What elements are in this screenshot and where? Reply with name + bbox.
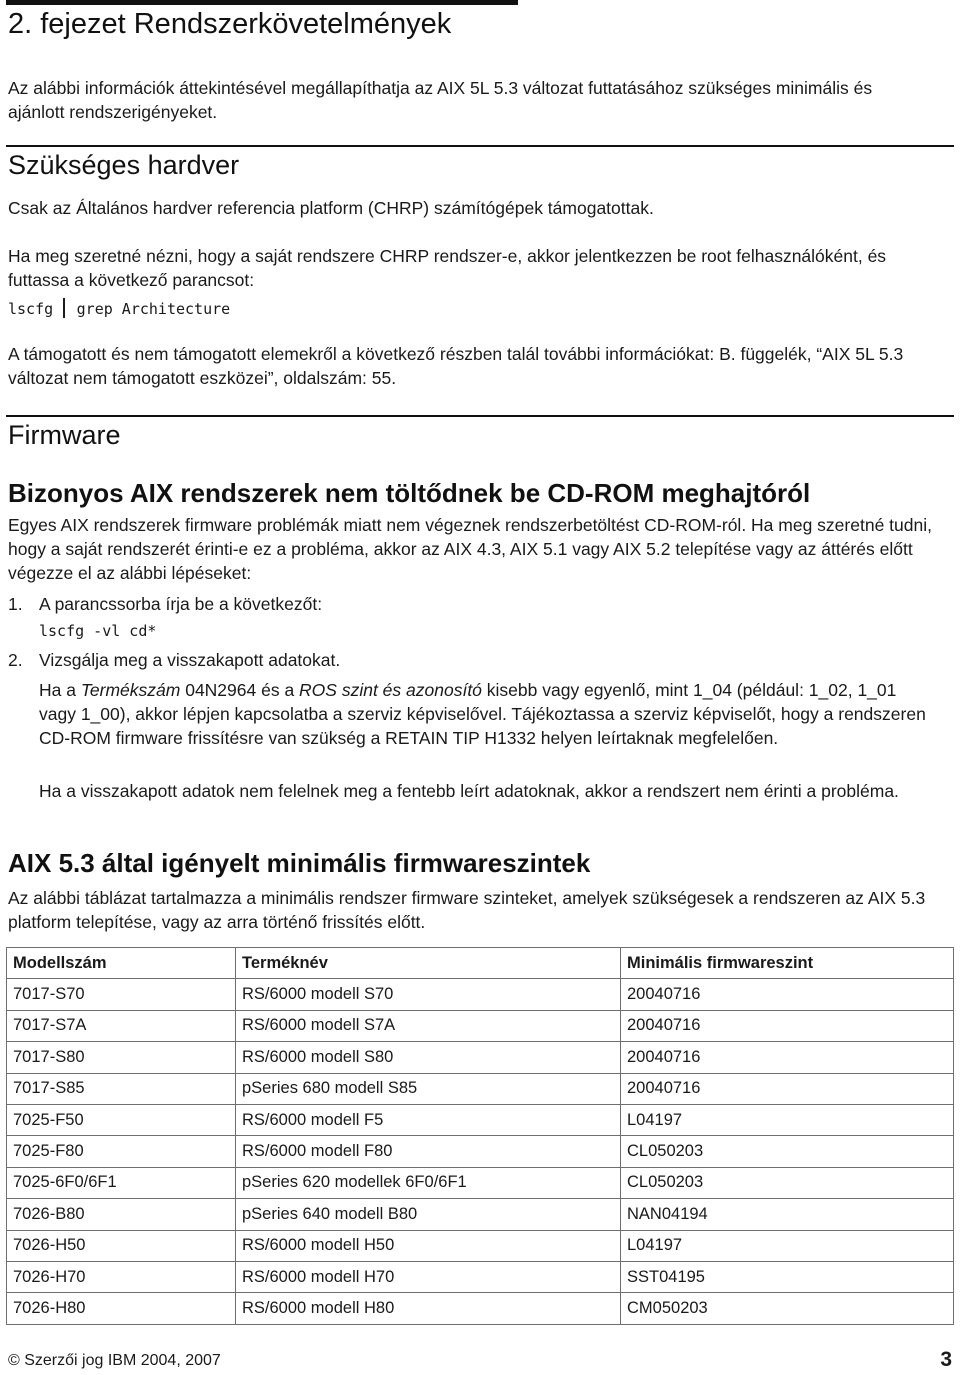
cell-model: 7026-B80 [7, 1199, 236, 1230]
cell-product: RS/6000 modell F80 [236, 1136, 621, 1167]
header-product-name: Terméknév [236, 948, 621, 979]
command-lscfg-grep [8, 298, 230, 318]
cell-product: RS/6000 modell S7A [236, 1010, 621, 1041]
cell-firmware: CM050203 [621, 1293, 954, 1324]
hardware-paragraph-3: A támogatott és nem támogatott elemekről a következő részben talál további információkat: B. függelék, “AIX 5L 5.3 változat nem támogatott eszközei”, oldalszám: 55. [8, 344, 904, 388]
table-row [7, 1073, 954, 1104]
cell-firmware: CL050203 [621, 1167, 954, 1198]
step-1-number: 1. [8, 594, 23, 614]
table-row [7, 1010, 954, 1041]
table-row [7, 1042, 954, 1073]
table-row [7, 979, 954, 1010]
cell-product: pSeries 620 modellek 6F0/6F1 [236, 1167, 621, 1198]
step-2-paragraph-1 [39, 678, 937, 750]
subsection-title-min-firmware: AIX 5.3 által igényelt minimális firmwareszintek [8, 848, 591, 878]
cell-model: 7017-S70 [7, 979, 236, 1010]
cell-firmware: 20040716 [621, 1042, 954, 1073]
cell-model: 7025-F50 [7, 1104, 236, 1135]
hardware-paragraph-1: Csak az Általános hardver referencia platform (CHRP) számítógépek támogatottak. [8, 198, 654, 218]
cdrom-intro-paragraph: Egyes AIX rendszerek firmware problémák miatt nem végeznek rendszerbetöltést CD-ROM-ról. Ha meg szeretné tudni, hogy a saját rendszerét érinti-e ez a probléma, akkor az AIX 4.3, AIX 5.1 vagy AIX 5.2 telepítése vagy az áttérés előtt végezze el az alábbi lépéseket: [8, 515, 932, 583]
firmware-table [6, 947, 954, 1325]
table-row [7, 1104, 954, 1135]
cell-firmware: 20040716 [621, 1073, 954, 1104]
cell-model: 7017-S85 [7, 1073, 236, 1104]
cell-product: pSeries 680 modell S85 [236, 1073, 621, 1104]
section-rule-firmware [6, 415, 954, 417]
min-firmware-intro-paragraph: Az alábbi táblázat tartalmazza a minimális rendszer firmware szinteket, amelyek szükségesek a rendszeren az AIX 5.3 platform telepítése, vagy az arra történő frissítés előtt. [8, 888, 926, 932]
cell-product: pSeries 640 modell B80 [236, 1199, 621, 1230]
cell-product: RS/6000 modell S70 [236, 979, 621, 1010]
table-row [7, 1167, 954, 1198]
table-row [7, 1293, 954, 1324]
cell-firmware: CL050203 [621, 1136, 954, 1167]
cell-product: RS/6000 modell H80 [236, 1293, 621, 1324]
cell-model: 7025-F80 [7, 1136, 236, 1167]
table-row [7, 1261, 954, 1292]
cell-product: RS/6000 modell H70 [236, 1261, 621, 1292]
cell-firmware: L04197 [621, 1104, 954, 1135]
cell-firmware: SST04195 [621, 1261, 954, 1292]
page-number: 3 [940, 1348, 952, 1371]
header-min-firmware: Minimális firmwareszint [621, 948, 954, 979]
section-rule-hardware [6, 145, 954, 147]
footer-copyright: © Szerzői jog IBM 2004, 2007 [8, 1352, 221, 1369]
cell-firmware: 20040716 [621, 979, 954, 1010]
step-2-p1-rest: kisebb vagy egyenlő, mint 1_04 (például: 1_02, 1_01 vagy 1_00), akkor lépjen kapcsolatba a szerviz képviselővel. Tájékoztassa a szerviz képviselőt, hogy a rendszeren CD-ROM firmware frissítésre van szükség a RETAIN TIP H1332 helyen leírtaknak megfelelően. [39, 680, 926, 748]
cell-model: 7025-6F0/6F1 [7, 1167, 236, 1198]
table-row [7, 1136, 954, 1167]
step-1-text: A parancssorba írja be a következőt: [39, 594, 323, 614]
term-ros-level: ROS szint és azonosító [299, 680, 482, 700]
subsection-title-cdrom: Bizonyos AIX rendszerek nem töltődnek be CD-ROM meghajtóról [8, 478, 811, 508]
cell-firmware: NAN04194 [621, 1199, 954, 1230]
cell-model: 7026-H80 [7, 1293, 236, 1324]
cell-firmware: L04197 [621, 1230, 954, 1261]
step-2-number: 2. [8, 650, 23, 670]
cell-product: RS/6000 modell S80 [236, 1042, 621, 1073]
pipe-separator [63, 298, 65, 318]
cell-firmware: 20040716 [621, 1010, 954, 1041]
term-product-number: Termékszám [80, 680, 181, 700]
cell-model: 7026-H70 [7, 1261, 236, 1292]
cell-product: RS/6000 modell H50 [236, 1230, 621, 1261]
intro-paragraph: Az alábbi információk áttekintésével megállapíthatja az AIX 5L 5.3 változat futtatásához szükséges minimális és ajánlott rendszerigényeket. [8, 78, 873, 122]
table-header-row [7, 948, 954, 979]
step-2-text: Vizsgálja meg a visszakapott adatokat. [39, 650, 341, 670]
table-row [7, 1199, 954, 1230]
cell-model: 7017-S7A [7, 1010, 236, 1041]
hardware-paragraph-2: Ha meg szeretné nézni, hogy a saját rendszere CHRP rendszer-e, akkor jelentkezzen be root felhasználóként, és futtassa a következő parancsot: [8, 246, 887, 290]
step-2-p1-lead: Ha a [39, 680, 81, 700]
command-lscfg-vl-cd: lscfg -vl cd* [39, 622, 157, 640]
command-part-grep: grep Architecture [76, 300, 231, 318]
section-title-firmware: Firmware [8, 420, 121, 450]
chapter-title: 2. fejezet Rendszerkövetelmények [8, 8, 452, 40]
command-part-lscfg: lscfg [8, 300, 54, 318]
table-row [7, 1230, 954, 1261]
section-title-hardware: Szükséges hardver [8, 150, 240, 180]
step-2-p1-mid: 04N2964 és a [180, 680, 300, 700]
cell-product: RS/6000 modell F5 [236, 1104, 621, 1135]
step-2-paragraph-2: Ha a visszakapott adatok nem felelnek meg a fentebb leírt adatoknak, akkor a rendszert nem érinti a probléma. [39, 781, 899, 801]
cell-model: 7026-H50 [7, 1230, 236, 1261]
header-model-number: Modellszám [7, 948, 236, 979]
chapter-top-bar [6, 0, 518, 5]
cell-model: 7017-S80 [7, 1042, 236, 1073]
